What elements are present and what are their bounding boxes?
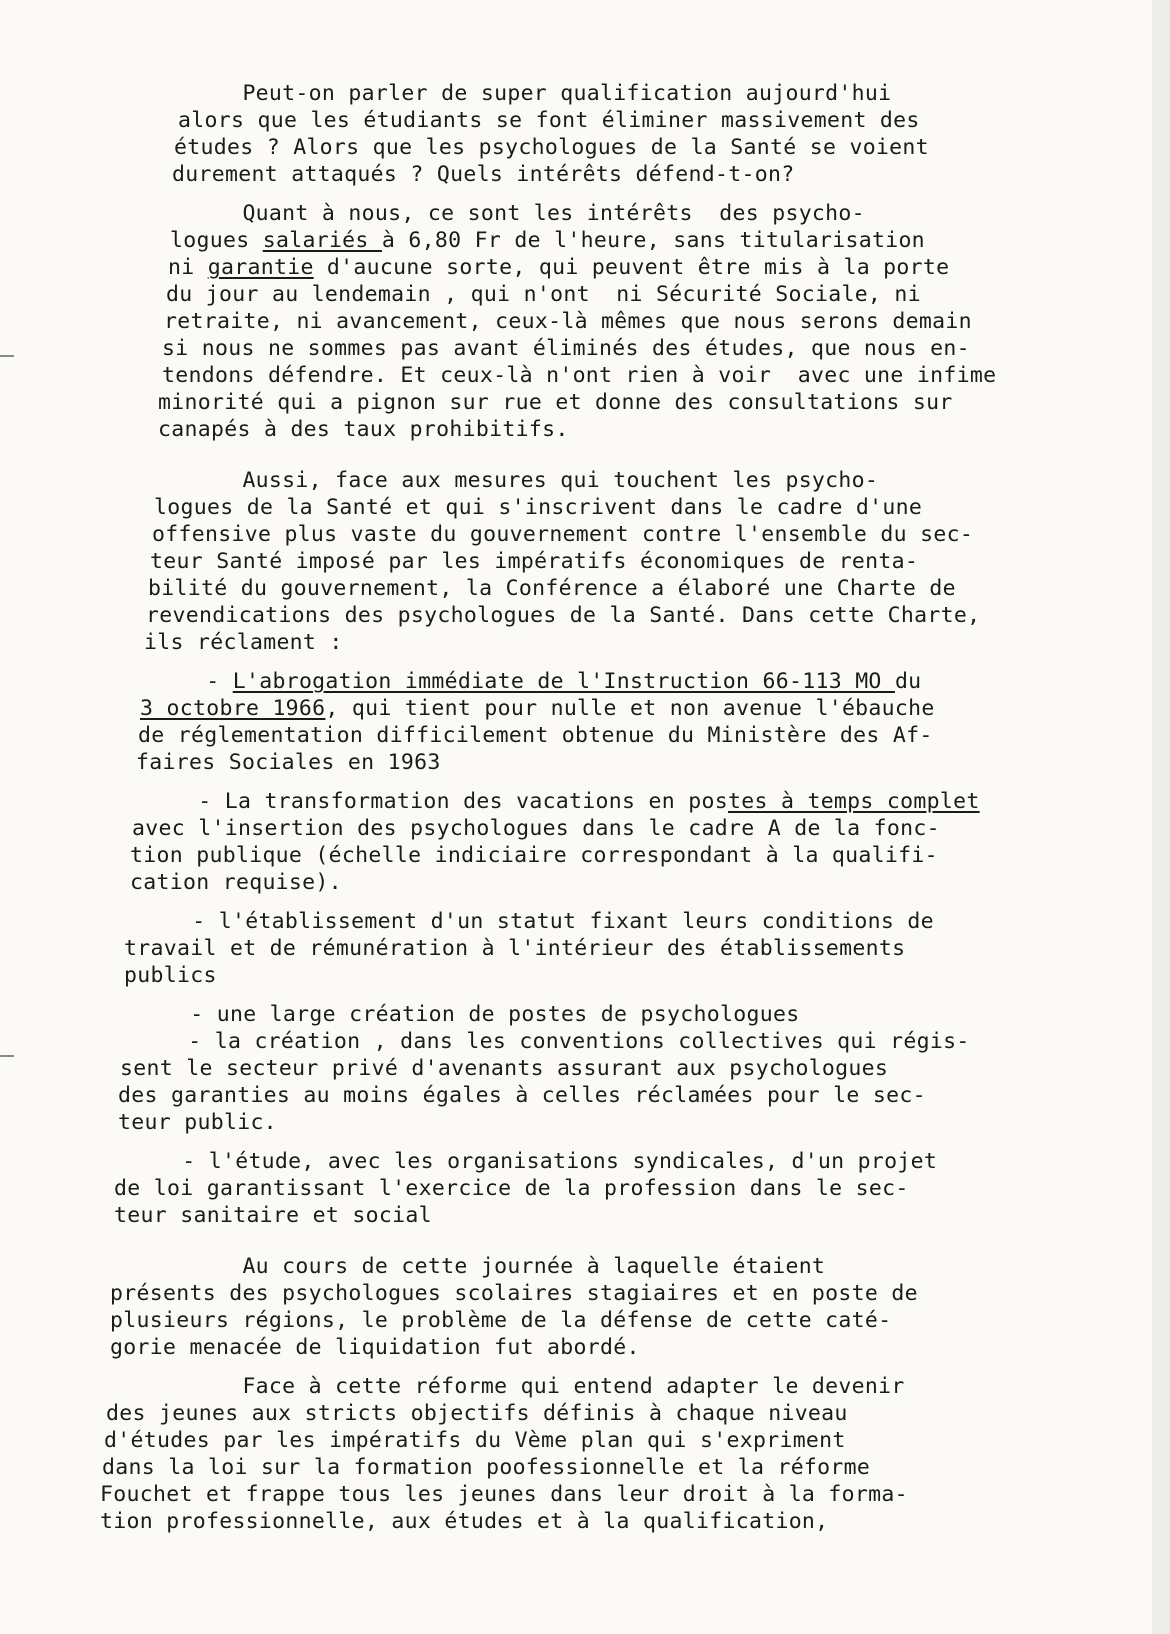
paragraph-gap [110,443,1100,467]
text-line: Quant à nous, ce sont les intérêts des psycho- [110,201,865,226]
margin-mark [0,1055,14,1057]
text-line: gorie menacée de liquidation fut abordé. [110,1335,640,1360]
text-line: canapés à des taux prohibitifs. [158,417,569,442]
text-line: présents des psychologues scolaires stagiaires et en poste de [110,1281,918,1306]
text-line: retraite, ni avancement, ceux-là mêmes que nous serons demain [164,309,972,334]
text-line: revendications des psychologues de la Santé. Dans cette Charte, [146,603,981,628]
text-line: publics [124,963,217,988]
text-line: Aussi, face aux mesures qui touchent les psycho- [110,468,879,493]
text-line: 3 octobre 1966, qui tient pour nulle et non avenue l'ébauche [140,696,935,721]
text-line: Fouchet et frappe tous les jeunes dans leur droit à la forma- [100,1482,908,1507]
text-line: de réglementation difficilement obtenue du Ministère des Af- [138,723,933,748]
margin-mark [0,355,14,357]
text-line: offensive plus vaste du gouvernement contre l'ensemble du sec- [152,522,974,547]
text-line: tion professionnelle, aux études et à la qualification, [100,1509,829,1534]
typed-text-body [100,80,1100,1535]
text-line: - une large création de postes de psychologues [124,1002,800,1027]
text-line: Face à cette réforme qui entend adapter le devenir [110,1374,905,1399]
paragraph-gap [110,1361,1100,1373]
text-line: logues de la Santé et qui s'inscrivent dans le cadre d'une [154,495,923,520]
text-line: ni garantie d'aucune sorte, qui peuvent être mis à la porte [168,255,950,280]
text-line: d'études par les impératifs du Vème plan qui s'expriment [104,1428,846,1453]
text-line: de loi garantissant l'exercice de la profession dans le sec- [114,1176,909,1201]
text-line: alors que les étudiants se font éliminer massivement des [178,108,920,133]
text-line: - l'étude, avec les organisations syndicales, d'un projet [116,1149,938,1174]
text-line: Peut-on parler de super qualification aujourd'hui [110,81,892,106]
text-line: sent le secteur privé d'avenants assurant aux psychologues [120,1056,889,1081]
text-line: - la création , dans les conventions collectives qui régis- [122,1029,970,1054]
text-line: teur Santé imposé par les impératifs économiques de renta- [150,549,919,574]
paragraph-gap [110,188,1100,200]
text-line: des jeunes aux stricts objectifs définis à chaque niveau [106,1401,848,1426]
text-line: - l'établissement d'un statut fixant leurs conditions de [126,909,934,934]
text-line: teur sanitaire et social [114,1203,432,1228]
paragraph-gap [110,656,1100,668]
paragraph-gap [110,989,1100,1001]
text-line: faires Sociales en 1963 [136,750,441,775]
text-line: cation requise). [130,870,342,895]
text-line: Au cours de cette journée à laquelle étaient [110,1254,826,1279]
text-line: plusieurs régions, le problème de la défense de cette caté- [110,1308,892,1333]
text-line: - L'abrogation immédiate de l'Instruction 66-113 MO du [140,669,922,694]
paragraph-gap [110,1136,1100,1148]
text-line: si nous ne sommes pas avant éliminés des études, que nous en- [162,336,970,361]
text-line: avec l'insertion des psychologues dans le cadre A de la fonc- [132,816,940,841]
text-line: du jour au lendemain , qui n'ont ni Sécurité Sociale, ni [166,282,921,307]
paragraph-gap [110,776,1100,788]
text-line: ils réclament : [144,630,343,655]
text-line: travail et de rémunération à l'intérieur des établissements [124,936,906,961]
text-line: tion publique (échelle indiciaire correspondant à la qualifi- [130,843,938,868]
text-line: logues salariés à 6,80 Fr de l'heure, sans titularisation [170,228,925,253]
text-line: bilité du gouvernement, la Conférence a élaboré une Charte de [148,576,956,601]
text-line: durement attaqués ? Quels intérêts défend-t-on? [172,162,795,187]
text-line: minorité qui a pignon sur rue et donne des consultations sur [158,390,953,415]
text-line: teur public. [118,1110,277,1135]
text-line: - La transformation des vacations en postes à temps complet [132,789,980,814]
paragraph-gap [110,896,1100,908]
paragraph-gap [110,1229,1100,1253]
text-line: tendons défendre. Et ceux-là n'ont rien à voir avec une infime [162,363,997,388]
text-line: des garanties au moins égales à celles réclamées pour le sec- [118,1083,926,1108]
text-line: études ? Alors que les psychologues de la Santé se voient [174,135,929,160]
text-line: dans la loi sur la formation poofessionnelle et la réforme [102,1455,871,1480]
